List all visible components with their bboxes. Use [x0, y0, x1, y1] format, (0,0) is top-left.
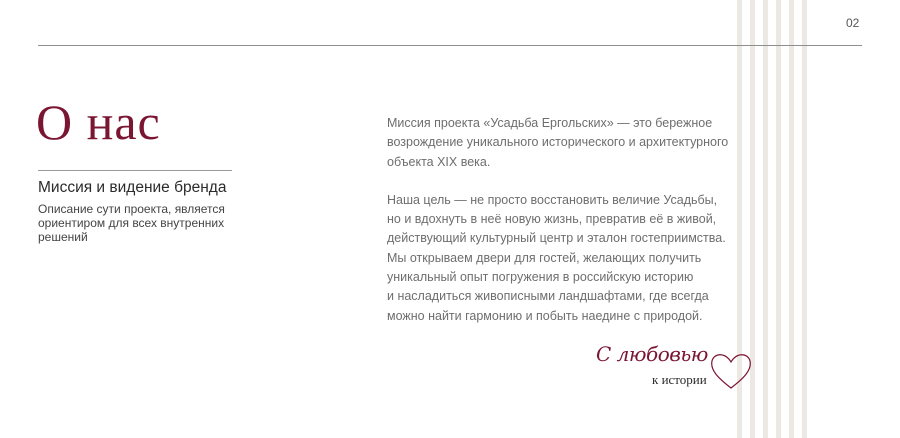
- mission-text: [387, 114, 747, 326]
- text-line: и насладиться живописными ландшафтами, где всегда: [387, 289, 709, 304]
- paragraph-gap: [387, 172, 747, 191]
- text-line: уникальный опыт погружения в российскую историю: [387, 270, 694, 285]
- paragraph: [387, 114, 747, 172]
- top-divider: [38, 45, 862, 46]
- signature-line-2: к истории: [652, 372, 707, 387]
- text-line: действующий культурный центр и эталон гостеприимства.: [387, 231, 726, 246]
- text-line: можно найти гармонию и побыть наедине с природой.: [387, 308, 703, 323]
- section-subtitle: Миссия и видение бренда: [38, 179, 227, 196]
- stripe: [763, 0, 768, 438]
- stripe: [789, 0, 794, 438]
- heart-icon: [708, 350, 754, 392]
- stripe: [802, 0, 807, 438]
- text-line: Наша цель — не просто восстановить величие Усадьбы,: [387, 192, 718, 207]
- signature-line-1: С любовью: [596, 342, 708, 366]
- text-line: объекта XIX века.: [387, 154, 491, 169]
- text-line: Мы открываем двери для гостей, желающих получить: [387, 250, 702, 265]
- page-title: О нас: [36, 94, 161, 150]
- text-line: но и вдохнуть в неё новую жизнь, превратив её в живой,: [387, 212, 717, 227]
- section-description: Описание сути проекта, является ориентиром для всех внутренних решений: [38, 202, 225, 244]
- title-divider: [38, 170, 232, 171]
- signature-logo: [594, 338, 754, 398]
- page-number: 02: [846, 16, 860, 30]
- text-line: возрождение уникального исторического и архитектурного: [387, 135, 729, 150]
- paragraph: [387, 191, 747, 326]
- stripe: [776, 0, 781, 438]
- text-line: Миссия проекта «Усадьба Ергольских» — это бережное: [387, 116, 713, 130]
